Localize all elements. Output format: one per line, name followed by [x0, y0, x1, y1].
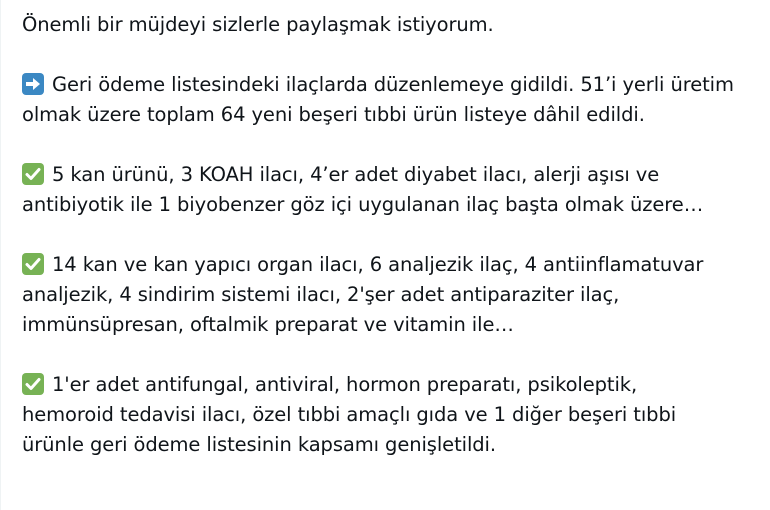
- tweet-paragraph-1: [22, 70, 762, 130]
- check-mark-icon: [22, 253, 44, 275]
- tweet-paragraph-2: [22, 160, 762, 220]
- tweet-line: antibiyotik ile 1 biyobenzer göz içi uygulanan ilaç başta olmak üzere…: [22, 193, 704, 216]
- tweet-line: Önemli bir müjdeyi sizlerle paylaşmak istiyorum.: [22, 13, 494, 36]
- tweet-line: immünsüpresan, oftalmik preparat ve vitamin ile…: [22, 313, 514, 336]
- tweet-line: hemoroid tedavisi ilacı, özel tıbbi amaçlı gıda ve 1 diğer beşeri tıbbi: [22, 403, 677, 426]
- tweet-line: analjezik, 4 sindirim sistemi ilacı, 2'şer adet antiparaziter ilaç,: [22, 283, 620, 306]
- tweet-paragraph-4: [22, 370, 762, 460]
- tweet-line: ürünle geri ödeme listesinin kapsamı genişletildi.: [22, 433, 496, 456]
- tweet-text: [22, 10, 762, 490]
- arrow-right-icon: [22, 73, 44, 95]
- tweet-line: olmak üzere toplam 64 yeni beşeri tıbbi ürün listeye dâhil edildi.: [22, 103, 645, 126]
- panel-border: [0, 0, 1, 510]
- tweet-line: 14 kan ve kan yapıcı organ ilacı, 6 analjezik ilaç, 4 antiinflamatuvar: [52, 253, 704, 276]
- check-mark-icon: [22, 373, 44, 395]
- check-mark-icon: [22, 163, 44, 185]
- tweet-line: 5 kan ürünü, 3 KOAH ilacı, 4’er adet diyabet ilacı, alerji aşısı ve: [52, 163, 660, 186]
- tweet-paragraph-3: [22, 250, 762, 340]
- tweet-intro: [22, 10, 762, 40]
- tweet-line: Geri ödeme listesindeki ilaçlarda düzenlemeye gidildi. 51’i yerli üretim: [52, 73, 734, 96]
- tweet-line: 1'er adet antifungal, antiviral, hormon preparatı, psikoleptik,: [52, 373, 638, 396]
